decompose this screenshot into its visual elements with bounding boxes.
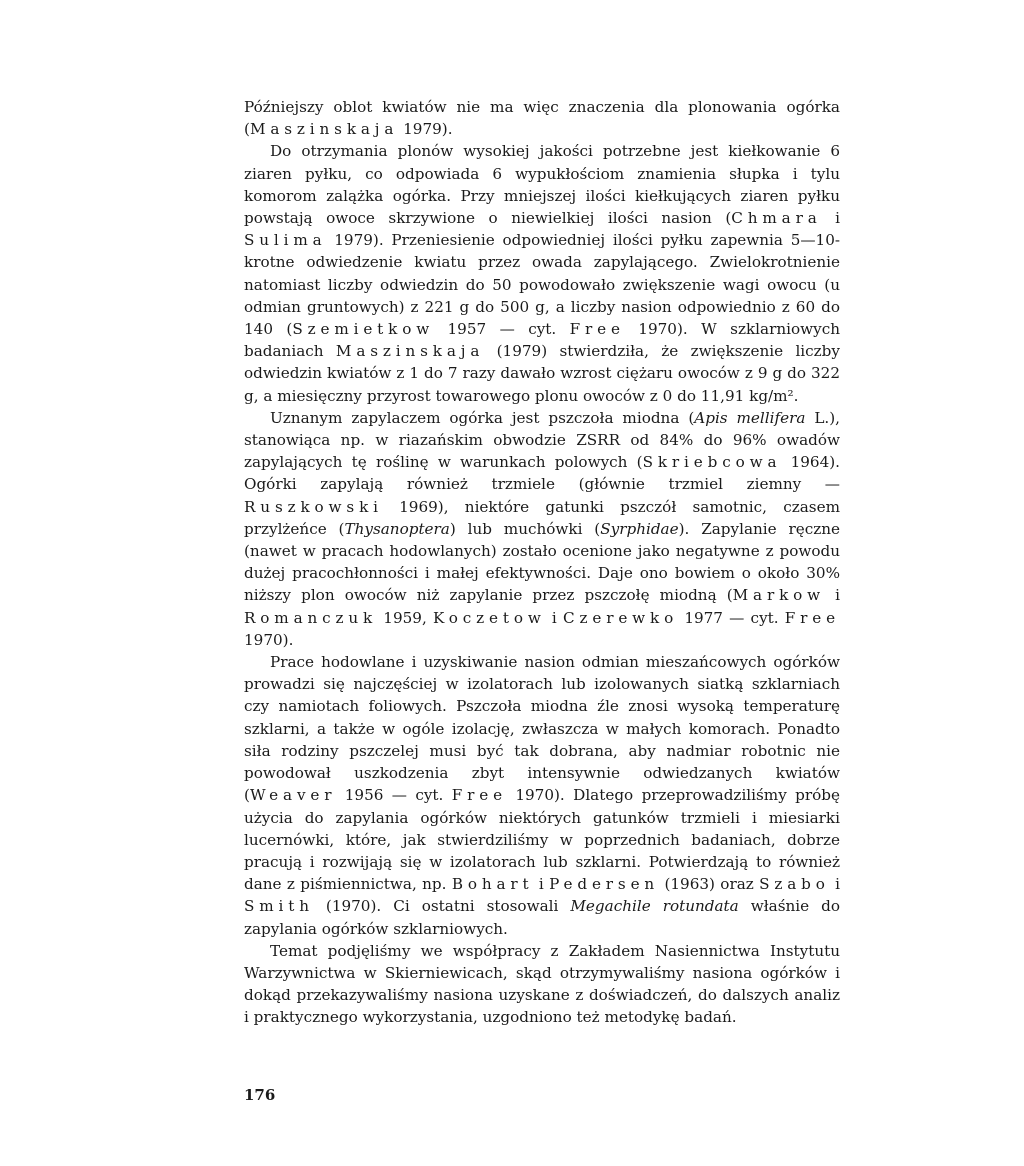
text: Prace hodowlane i uzyskiwanie nasion odmian mieszańcowych ogórków prowadzi się najczęściej w izolatorach lub izolowanych siatką szklarniach czy namiotach foliowych. Pszczoła miodna źle znosi wysoką temperaturę szklarni, a także w ogóle izolację, zwłaszcza w małych komorach. Ponadto siła rodziny pszczelej musi być tak dobrana, aby nadmiar robotnic nie powodował uszkodzenia zbyt intensywnie odwiedzanych kwiatów ( [244, 653, 840, 805]
author-name: Chmara [731, 209, 822, 228]
text: i [829, 875, 840, 894]
paragraph-1 [244, 96, 840, 140]
text: i [821, 209, 840, 228]
text: ). Zapylanie ręczne (nawet w pracach hodowlanych) zostało ocenione jako negatywne z powodu dużej pracochłonności i małej efektywności. Daje ono bowiem o około 30% niższy plon owoców niż zapylanie przez pszczołę miodną ( [244, 519, 840, 605]
page-number: 176 [244, 1086, 276, 1104]
text: 1957 — cyt. [434, 320, 570, 339]
text: 1970). W szklarniowych badaniach [244, 320, 840, 361]
text: (1970). Ci ostatni stosowali [313, 897, 571, 916]
text: ) lub muchówki ( [449, 519, 601, 538]
text: 1977 — cyt. [678, 608, 785, 627]
author-name: Ruszkowski [244, 497, 383, 516]
page-body [244, 96, 840, 1029]
text: właśnie do zapylania ogórków szklarniowych. [244, 897, 841, 938]
author-name: Czerewko [563, 608, 679, 627]
paragraph-2 [244, 140, 840, 406]
text: (1979) stwierdziła, że zwiększenie liczby odwiedzin kwiatów z 1 do 7 razy dawało wzrost ciężaru owoców z 9 g do 322 g, a miesięczny przyrost towarowego plonu owoców z 0 do 11,91 kg/m². [244, 342, 840, 405]
species-name: Apis mellifera [694, 408, 806, 427]
text: i [533, 875, 550, 894]
text: i [825, 586, 840, 605]
author-name: Maszinskaja [335, 342, 485, 361]
text: 1979). Przeniesienie odpowiedniej ilości pyłku zapewnia 5—10-krotne odwiedzenie kwiatu przez owada zapylającego. Zwielokrotnienie natomiast liczby odwiedzin do 50 powodowało zwiększenie wagi owocu (u odmian gruntowych) z 221 g do 500 g, a liczby nasion odpowiednio z 60 do 140 ( [244, 231, 840, 339]
species-name: Megachile rotundata [570, 897, 739, 916]
text: 1956 — cyt. [336, 786, 452, 805]
text: 1964). Ogórki zapylają również trzmiele (głównie trzmiel ziemny — [244, 453, 840, 494]
author-name: Free [784, 608, 841, 627]
author-name: Szabo [759, 875, 830, 894]
author-name: Szemietkow [292, 320, 435, 339]
text: 1979). [398, 120, 453, 139]
paragraph-3 [244, 407, 840, 651]
text: (1963) oraz [659, 875, 760, 894]
paragraph-5 [244, 940, 840, 1029]
author-name: Smith [244, 897, 314, 916]
author-name: Weaver [249, 786, 337, 805]
text: Uznanym zapylaczem ogórka jest pszczoła miodna ( [270, 408, 695, 427]
text: Temat podjęliśmy we współpracy z Zakładem Nasiennictwa Instytutu Warzywnictwa w Skierniewicach, skąd otrzymywaliśmy nasiona ogórków i dokąd przekazywaliśmy nasiona uzyskane z doświadczeń, do dalszych analiz i praktycznego wykorzystania, uzgodniono też metodykę badań. [244, 941, 840, 1027]
text: 1959, [377, 608, 433, 627]
author-name: Markow [732, 586, 826, 605]
author-name: Maszinskaja [249, 120, 399, 139]
author-name: Free [451, 786, 507, 805]
author-name: Free [569, 320, 625, 339]
taxon-name: Thysanoptera [344, 519, 450, 538]
text: Do otrzymania plonów wysokiej jakości potrzebne jest kiełkowanie 6 ziaren pyłku, co odpowiada 6 wypukłościom znamienia słupka i tylu komorom zalążka ogórka. Przy mniejszej ilości kiełkujących ziaren pyłku powstają owoce skrzywione o niewielkiej ilości nasion ( [244, 142, 840, 228]
text: 1970). Dlatego przeprowadziliśmy próbę użycia do zapylania ogórków niektórych gatunków trzmieli i miesiarki lucernówki, które, jak stwierdziliśmy w poprzednich badaniach, dobrze pracują i rozwijają się w izolatorach lub szklarni. Potwierdzają to również dane z piśmiennictwa, np. [244, 786, 840, 894]
paragraph-4 [244, 651, 840, 940]
taxon-name: Syrphidae [600, 519, 679, 538]
author-name: Koczetow [432, 608, 546, 627]
author-name: Pedersen [549, 875, 660, 894]
text: i [545, 608, 563, 627]
text: 1970). [244, 630, 294, 649]
author-name: Bohart [451, 875, 534, 894]
author-name: Skriebcowa [642, 453, 782, 472]
author-name: Romanczuk [244, 608, 378, 627]
text: Późniejszy oblot kwiatów nie ma więc znaczenia dla plonowania ogórka ( [244, 98, 840, 139]
text: L.), stanowiąca np. w riazańskim obwodzie ZSRR od 84% do 96% owadów zapylających tę roślinę w warunkach polowych ( [244, 408, 840, 472]
author-name: Sulima [244, 231, 327, 250]
text: 1969), niektóre gatunki pszczół samotnic, czasem przylżeńce ( [244, 497, 840, 538]
